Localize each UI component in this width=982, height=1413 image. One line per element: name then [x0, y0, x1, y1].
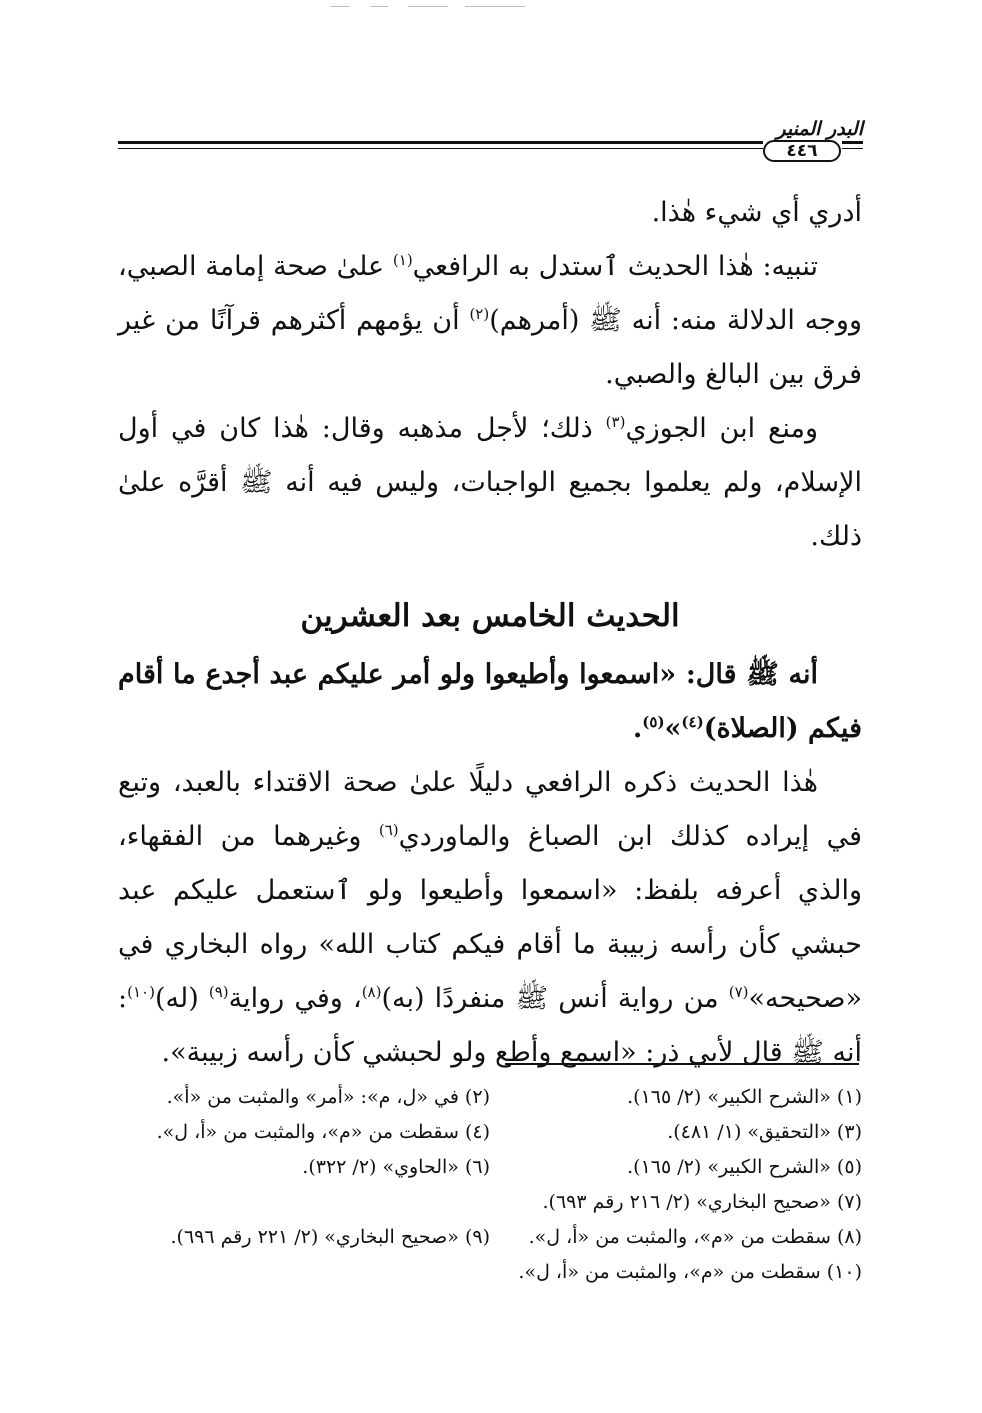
- footnote-2: (٢) في «ل، م»: «أمر» والمثبت من «أ».: [166, 1086, 490, 1108]
- text-run: ذلك؛ لأجل مذهبه وقال: هٰذا كان في أول الإسلام، ولم يعلموا بجميع الواجبات، وليس فيه أنه ﷺ أقرَّه علىٰ ذلك.: [118, 413, 862, 552]
- header-rule-thin-left: [118, 148, 763, 149]
- header-rule-thick-left: [118, 141, 763, 144]
- paragraph-ibn-aljawzi: [118, 402, 862, 564]
- scan-top-marks: [330, 4, 530, 10]
- footnote-ref-9: (٩): [208, 983, 229, 1001]
- footnote-ref-1: (١): [392, 251, 413, 269]
- footnote-10: (١٠) سقطت من «م»، والمثبت من «أ، ل».: [518, 1261, 862, 1283]
- footnote-row: [118, 1150, 862, 1185]
- footnote-row: [118, 1080, 862, 1115]
- text-run: .: [632, 713, 643, 744]
- text-run: أنه ﷺ قال: «اسمعوا وأطيعوا ولو أمر عليكم عبد أجدع ما أقام فيكم (الصلاة): [118, 659, 862, 744]
- page-header: [118, 118, 863, 161]
- page-number: ٤٤٦: [763, 140, 841, 162]
- header-rule: [118, 138, 863, 161]
- footnote-row: [118, 1220, 862, 1255]
- text-run: هٰذا الحديث ذكره الرافعي دليلًا علىٰ صحة الاقتداء بالعبد، وتبع في إيراده كذلك ابن الصباغ والماوردي: [118, 767, 862, 852]
- footnote-ref-5: (٥): [642, 713, 665, 731]
- paragraph-commentary: [118, 756, 862, 1080]
- footnote-4: (٤) سقطت من «م»، والمثبت من «أ، ل».: [156, 1121, 490, 1143]
- footnote-ref-6: (٦): [378, 821, 399, 839]
- text-run: تنبيه: هٰذا الحديث ٱستدل به الرافعي: [412, 251, 818, 282]
- footnote-7: (٧) «صحيح البخاري» (٢/ ٢١٦ رقم ٦٩٣).: [542, 1191, 862, 1213]
- text-run: »: [664, 713, 682, 744]
- running-title: البدر المنير: [776, 118, 863, 140]
- footnote-ref-2: (٢): [469, 305, 490, 323]
- footnote-row: [118, 1115, 862, 1150]
- text-run: (له): [154, 983, 209, 1014]
- section-heading: الحديث الخامس بعد العشرين: [300, 598, 680, 634]
- text-run: علىٰ صحة إمامة الصبي، ووجه الدلالة منه: أنه ﷺ (أمرهم): [118, 251, 862, 336]
- footnote-3: (٣) «التحقيق» (١/ ٤٨١).: [667, 1121, 862, 1143]
- footnote-1: (١) «الشرح الكبير» (٢/ ١٦٥).: [627, 1086, 862, 1108]
- footnote-ref-7: (٧): [728, 983, 749, 1001]
- footnote-ref-10: (١٠): [127, 983, 155, 1001]
- footnote-ref-3: (٣): [605, 413, 626, 431]
- header-rule-thick-right: [842, 141, 863, 144]
- header-rule-thin-right: [842, 148, 863, 149]
- text-run: : أنه ﷺ قال لأبي ذر: «اسمع وأطع ولو لحبشي كأن رأسه زبيبة».: [118, 983, 862, 1068]
- footnote-9: (٩) «صحيح البخاري» (٢/ ٢٢١ رقم ٦٩٦).: [170, 1226, 490, 1248]
- paragraph-1: [118, 186, 862, 240]
- paragraph-tanbih: [118, 240, 862, 402]
- text-run: من رواية أنس ﷺ منفردًا (به): [381, 983, 729, 1014]
- text-run: ومنع ابن الجوزي: [625, 413, 818, 444]
- text-run: وغيرهما من الفقهاء، والذي أعرفه بلفظ: «اسمعوا وأطيعوا ولو ٱستعمل عليكم عبد حبشي كأن رأسه زبيبة ما أقام فيكم كتاب الله» رواه البخاري في «صحيحه»: [118, 821, 862, 1014]
- paragraph-1-text: أدري أي شيء هٰذا.: [651, 197, 862, 228]
- footnote-ref-4: (٤): [681, 713, 704, 731]
- main-text: [118, 186, 862, 1080]
- text-run: ، وفي رواية: [228, 983, 362, 1014]
- footnote-8: (٨) سقطت من «م»، والمثبت من «أ، ل».: [528, 1226, 862, 1248]
- footnote-separator: [505, 1063, 859, 1065]
- footnote-6: (٦) «الحاوي» (٢/ ٣٢٢).: [302, 1156, 490, 1178]
- text-run: أن يؤمهم أكثرهم قرآنًا من غير فرق بين البالغ والصبي.: [118, 305, 862, 390]
- footnote-ref-8: (٨): [361, 983, 382, 1001]
- footnotes: [118, 1080, 862, 1290]
- footnote-5: (٥) «الشرح الكبير» (٢/ ١٦٥).: [627, 1156, 862, 1178]
- hadith-text: [118, 648, 862, 756]
